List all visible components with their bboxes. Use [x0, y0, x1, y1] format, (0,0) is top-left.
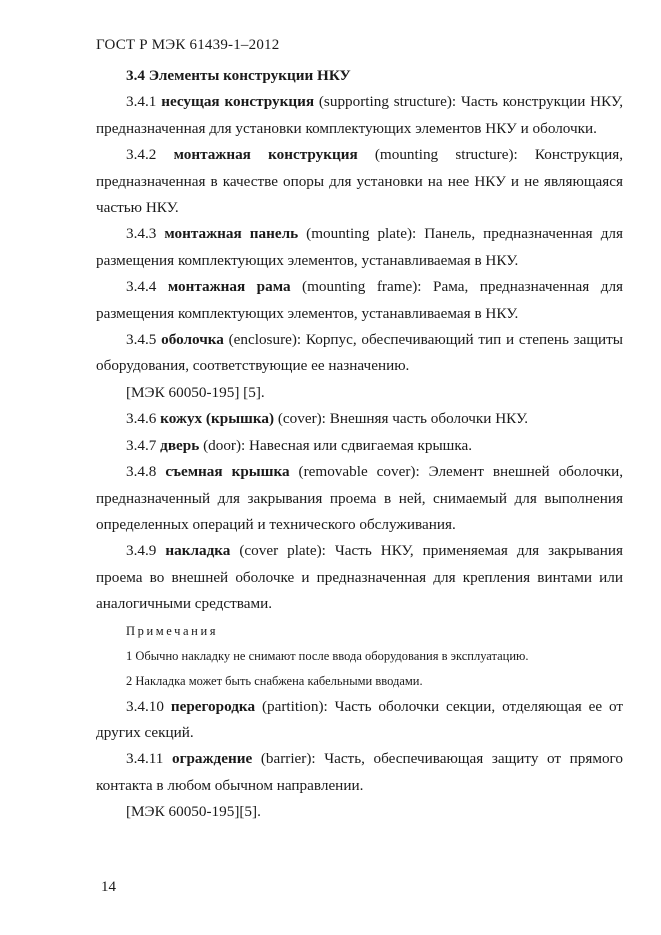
section-title: 3.4 Элементы конструкции НКУ: [126, 67, 351, 84]
term-definition: (enclosure): Корпус, обеспечивающий тип и степень защиты оборудования, соответствующие ее назначению.: [96, 331, 624, 375]
term-name: съемная крышка: [165, 463, 290, 481]
term-3-4-8: [96, 459, 623, 538]
term-name: монтажная рама: [167, 278, 291, 296]
term-number: 3.4.7: [126, 436, 157, 454]
source-reference: [МЭК 60050-195][5].: [126, 803, 261, 821]
note-item: 1 Обычно накладку не снимают после ввода оборудования в эксплуатацию.: [126, 648, 529, 663]
term-number: 3.4.8: [126, 463, 157, 481]
term-3-4-10: [96, 694, 623, 747]
term-name: монтажная панель: [164, 225, 299, 243]
term-definition: (mounting structure): Конструкция, предназначенная в качестве опоры для установки на нее НКУ и не являющаяся частью НКУ.: [96, 146, 623, 217]
term-3-4-5: [96, 327, 623, 380]
term-number: 3.4.1: [126, 93, 157, 111]
term-number: 3.4.5: [126, 331, 157, 349]
term-definition: (cover plate): Часть НКУ, применяемая для закрывания проема во внешней оболочке и предназначенная для крепления винтами или аналогичными средствами.: [96, 542, 624, 613]
term-name: ограждение: [172, 750, 253, 768]
term-definition: (partition): Часть оболочки секции, отделяющая ее от других секций.: [96, 697, 623, 741]
term-3-4-3: [96, 221, 623, 274]
note-item: 2 Накладка может быть снабжена кабельными вводами.: [126, 673, 423, 688]
term-3-4-11: [96, 746, 623, 799]
term-definition: (mounting plate): Панель, предназначенная для размещения комплектующих элементов, устанавливаемая в НКУ.: [96, 225, 623, 269]
term-number: 3.4.9: [126, 542, 157, 560]
term-name: накладка: [165, 542, 231, 560]
page-content: [96, 63, 623, 826]
source-reference: [МЭК 60050-195] [5].: [126, 383, 265, 401]
term-definition: (cover): Внешняя часть оболочки НКУ.: [274, 410, 529, 428]
term-3-4-9: [96, 538, 623, 617]
term-definition: (door): Навесная или сдвигаемая крышка.: [199, 436, 473, 454]
notes-heading: Примечания: [126, 623, 219, 638]
term-name: несущая конструкция: [161, 93, 315, 111]
term-name: дверь: [160, 436, 200, 454]
term-definition: (barrier): Часть, обеспечивающая защиту от прямого контакта в любом обычном направлении.: [96, 750, 623, 794]
term-definition: (supporting structure): Часть конструкции НКУ, предназначенная для установки комплектующих элементов НКУ и оболочки.: [96, 93, 624, 137]
term-name: перегородка: [170, 697, 256, 715]
term-name: оболочка: [161, 331, 224, 349]
standard-header: ГОСТ Р МЭК 61439-1–2012: [96, 37, 280, 53]
term-3-4-4: [96, 274, 623, 327]
term-3-4-7: [96, 433, 623, 459]
term-number: 3.4.6: [126, 410, 157, 428]
term-definition: (mounting frame): Рама, предназначенная для размещения комплектующих элементов, устанавливаемая в НКУ.: [96, 278, 624, 322]
term-number: 3.4.3: [126, 225, 157, 243]
term-3-4-1: [96, 89, 623, 142]
page-number: 14: [101, 879, 116, 895]
term-definition: (removable cover): Элемент внешней оболочки, предназначенный для закрывания проема в ней, снимаемый для выполнения определенных операций и технического обслуживания.: [96, 463, 624, 533]
term-number: 3.4.4: [126, 278, 157, 296]
term-number: 3.4.2: [126, 146, 157, 164]
term-name: кожух (крышка): [160, 410, 275, 428]
term-3-4-6: [96, 406, 623, 432]
term-name: монтажная конструкция: [173, 146, 358, 164]
term-number: 3.4.10: [126, 697, 164, 715]
term-number: 3.4.11: [126, 750, 164, 768]
term-3-4-2: [96, 142, 623, 221]
